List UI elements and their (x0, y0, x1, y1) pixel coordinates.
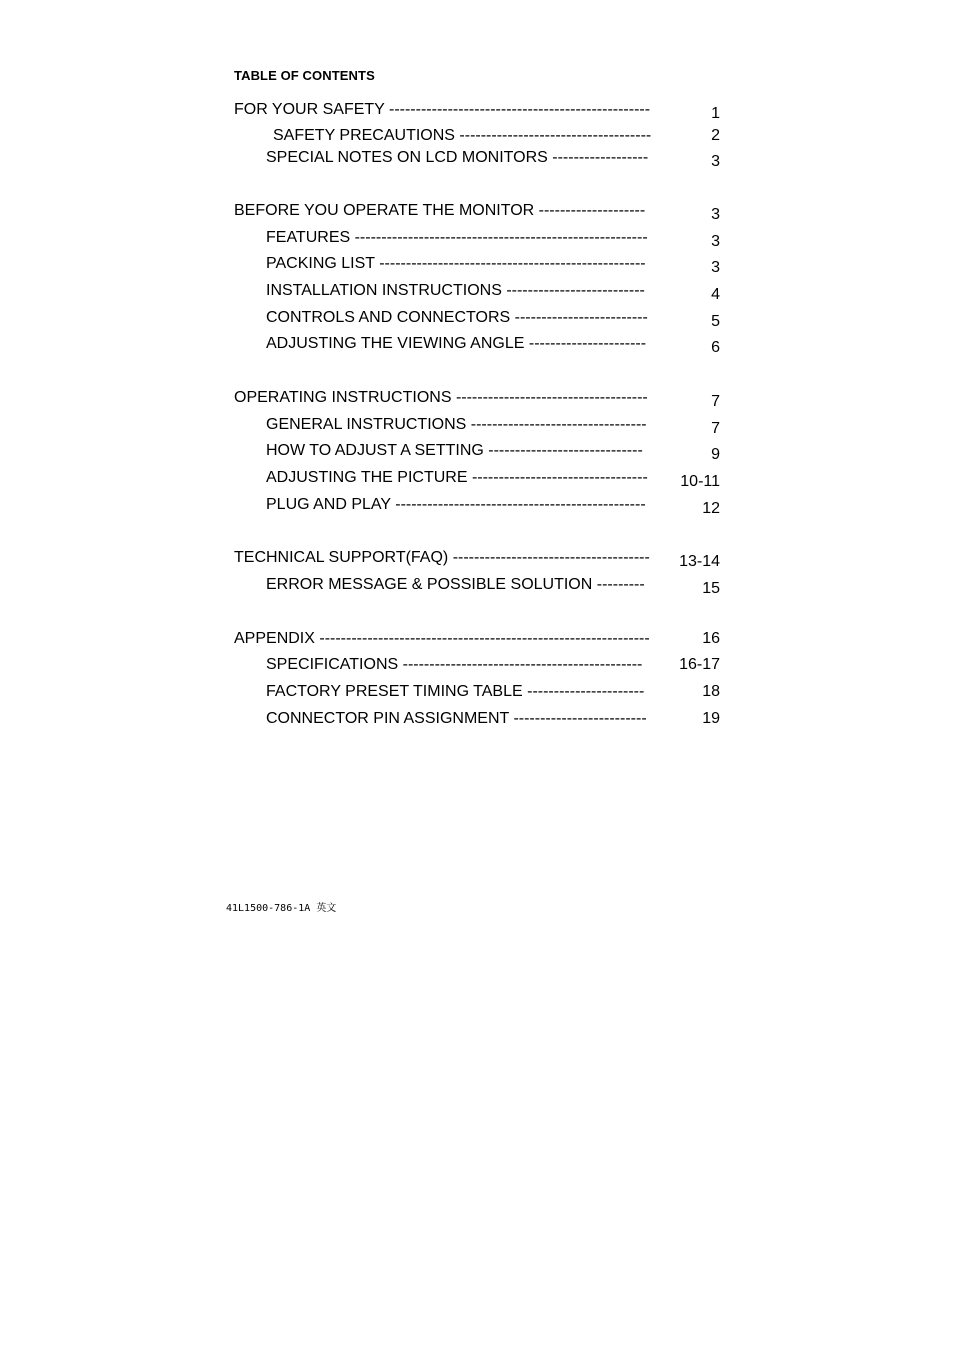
toc-entry-error-message: ERROR MESSAGE & POSSIBLE SOLUTION --------- (266, 576, 645, 593)
toc-page-number: 5 (711, 313, 720, 330)
toc-entry-safety-precautions: SAFETY PRECAUTIONS ------------------------------------ (273, 127, 652, 144)
toc-entry-installation-instructions: INSTALLATION INSTRUCTIONS -------------------------- (266, 282, 645, 299)
toc-entry-operating-instructions: OPERATING INSTRUCTIONS ------------------------------------ (234, 389, 648, 406)
toc-entry-appendix: APPENDIX -------------------------------------------------------------- (234, 630, 650, 647)
toc-entry-features: FEATURES ------------------------------------------------------- (266, 229, 648, 246)
toc-page-number: 4 (711, 286, 720, 303)
toc-entry-technical-support: TECHNICAL SUPPORT(FAQ) ------------------------------------- (234, 549, 650, 566)
toc-entry-controls-and-connectors: CONTROLS AND CONNECTORS ------------------------- (266, 309, 648, 326)
toc-page-number: 19 (702, 710, 720, 727)
toc-page-number: 9 (711, 446, 720, 463)
toc-page-number: 2 (711, 127, 720, 144)
toc-page-number: 7 (711, 393, 720, 410)
toc-entry-for-your-safety: FOR YOUR SAFETY ------------------------------------------------- (234, 101, 651, 118)
toc-entry-before-you-operate: BEFORE YOU OPERATE THE MONITOR -------------------- (234, 202, 646, 219)
toc-entry-packing-list: PACKING LIST -------------------------------------------------- (266, 255, 646, 272)
toc-entry-special-notes: SPECIAL NOTES ON LCD MONITORS ------------------ (266, 149, 649, 166)
toc-page-number: 15 (702, 580, 720, 597)
toc-page-number: 6 (711, 339, 720, 356)
toc-entry-adjusting-the-picture: ADJUSTING THE PICTURE --------------------------------- (266, 469, 648, 486)
toc-page-number: 3 (711, 153, 720, 170)
toc-entry-factory-preset-timing-table: FACTORY PRESET TIMING TABLE ---------------------- (266, 683, 645, 700)
page-title: TABLE OF CONTENTS (234, 68, 375, 83)
document-code: 41L1500-786-1A 英文 (226, 903, 337, 914)
toc-page-number: 3 (711, 206, 720, 223)
toc-entry-connector-pin-assignment: CONNECTOR PIN ASSIGNMENT ------------------------- (266, 710, 647, 727)
toc-page-number: 1 (711, 105, 720, 122)
toc-page-number: 13-14 (679, 553, 720, 570)
toc-entry-specifications: SPECIFICATIONS --------------------------------------------- (266, 656, 643, 673)
toc-page-number: 7 (711, 420, 720, 437)
toc-page-number: 3 (711, 233, 720, 250)
toc-page-number: 12 (702, 500, 720, 517)
toc-entry-plug-and-play: PLUG AND PLAY ----------------------------------------------- (266, 496, 646, 513)
toc-page-number: 16 (702, 630, 720, 647)
toc-page-number: 10-11 (680, 473, 720, 490)
toc-entry-how-to-adjust-a-setting: HOW TO ADJUST A SETTING ----------------------------- (266, 442, 643, 459)
toc-page-number: 18 (702, 683, 720, 700)
toc-page-number: 16-17 (679, 656, 720, 673)
toc-entry-adjusting-viewing-angle: ADJUSTING THE VIEWING ANGLE ---------------------- (266, 335, 647, 352)
toc-entry-general-instructions: GENERAL INSTRUCTIONS --------------------------------- (266, 416, 647, 433)
toc-page-number: 3 (711, 259, 720, 276)
